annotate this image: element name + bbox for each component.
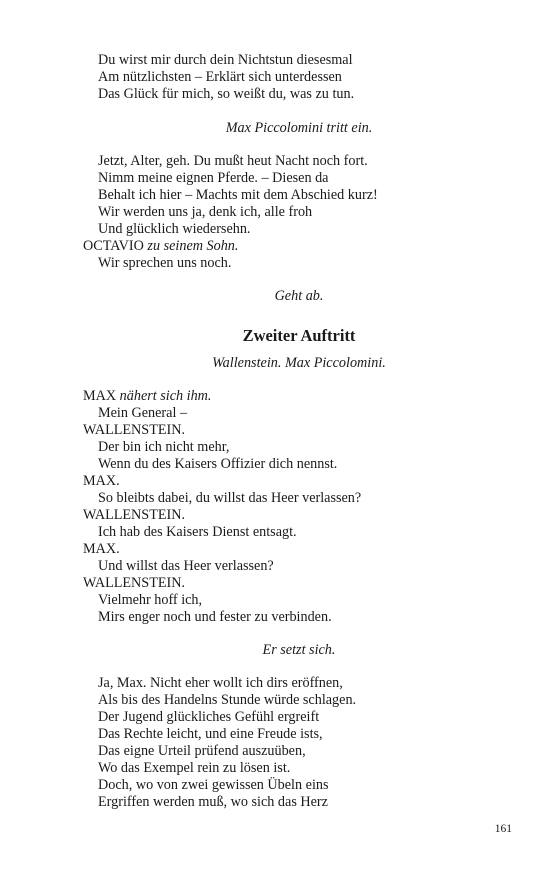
- speaker-name: MAX.: [83, 541, 120, 557]
- verse-line: Jetzt, Alter, geh. Du mußt heut Nacht noch fort.: [98, 153, 368, 169]
- stage-direction: Er setzt sich.: [262, 642, 336, 658]
- speaker-name: MAX: [83, 388, 117, 404]
- verse-line: Der bin ich nicht mehr,: [98, 439, 230, 455]
- verse-line: Behalt ich hier – Machts mit dem Abschied kurz!: [98, 187, 378, 203]
- speaker-line-octavio: [83, 238, 238, 255]
- verse-line: Wenn du des Kaisers Offizier dich nennst.: [98, 456, 338, 472]
- verse-line: Ich hab des Kaisers Dienst entsagt.: [98, 524, 297, 540]
- verse-line: So bleibts dabei, du willst das Heer verlassen?: [98, 490, 362, 506]
- verse-line: Und willst das Heer verlassen?: [98, 558, 274, 574]
- verse-line: Doch, wo von zwei gewissen Übeln eins: [98, 777, 329, 793]
- verse-line: Wo das Exempel rein zu lösen ist.: [98, 760, 291, 776]
- verse-line: Das eigne Urteil prüfend auszuüben,: [98, 743, 306, 759]
- speaker-name: WALLENSTEIN.: [83, 575, 186, 591]
- speaker-line-max: [83, 388, 211, 405]
- verse-line: Mein General –: [98, 405, 188, 421]
- speaker-name: OCTAVIO: [83, 238, 144, 254]
- stage-direction-inline: zu seinem Sohn.: [147, 238, 239, 254]
- verse-line: Wir werden uns ja, denk ich, alle froh: [98, 204, 313, 220]
- scene-title: Zweiter Auftritt: [242, 326, 356, 345]
- stage-direction: Geht ab.: [274, 288, 324, 304]
- verse-line: Ergriffen werden muß, wo sich das Herz: [98, 794, 328, 810]
- verse-line: Wir sprechen uns noch.: [98, 255, 232, 271]
- verse-line: Ja, Max. Nicht eher wollt ich dirs eröffnen,: [98, 675, 343, 691]
- speaker-name: MAX.: [83, 473, 120, 489]
- stage-direction-inline: nähert sich ihm.: [119, 388, 212, 404]
- verse-line: Mirs enger noch und fester zu verbinden.: [98, 609, 332, 625]
- scene-characters: Wallenstein. Max Piccolomini.: [212, 355, 386, 371]
- verse-line: Das Glück für mich, so weißt du, was zu tun.: [98, 86, 355, 102]
- verse-line: Das Rechte leicht, und eine Freude ists,: [98, 726, 323, 742]
- verse-line: Und glücklich wiedersehn.: [98, 221, 251, 237]
- verse-line: Am nützlichsten – Erklärt sich unterdessen: [98, 69, 342, 85]
- stage-direction: Max Piccolomini tritt ein.: [225, 120, 373, 136]
- speaker-name: WALLENSTEIN.: [83, 507, 186, 523]
- verse-line: Vielmehr hoff ich,: [98, 592, 203, 608]
- verse-line: Du wirst mir durch dein Nichtstun diesesmal: [98, 52, 353, 68]
- page-number: 161: [494, 823, 512, 835]
- verse-line: Der Jugend glückliches Gefühl ergreift: [98, 709, 320, 725]
- speaker-name: WALLENSTEIN.: [83, 422, 186, 438]
- verse-line: Als bis des Handelns Stunde würde schlagen.: [98, 692, 357, 708]
- verse-line: Nimm meine eignen Pferde. – Diesen da: [98, 170, 329, 186]
